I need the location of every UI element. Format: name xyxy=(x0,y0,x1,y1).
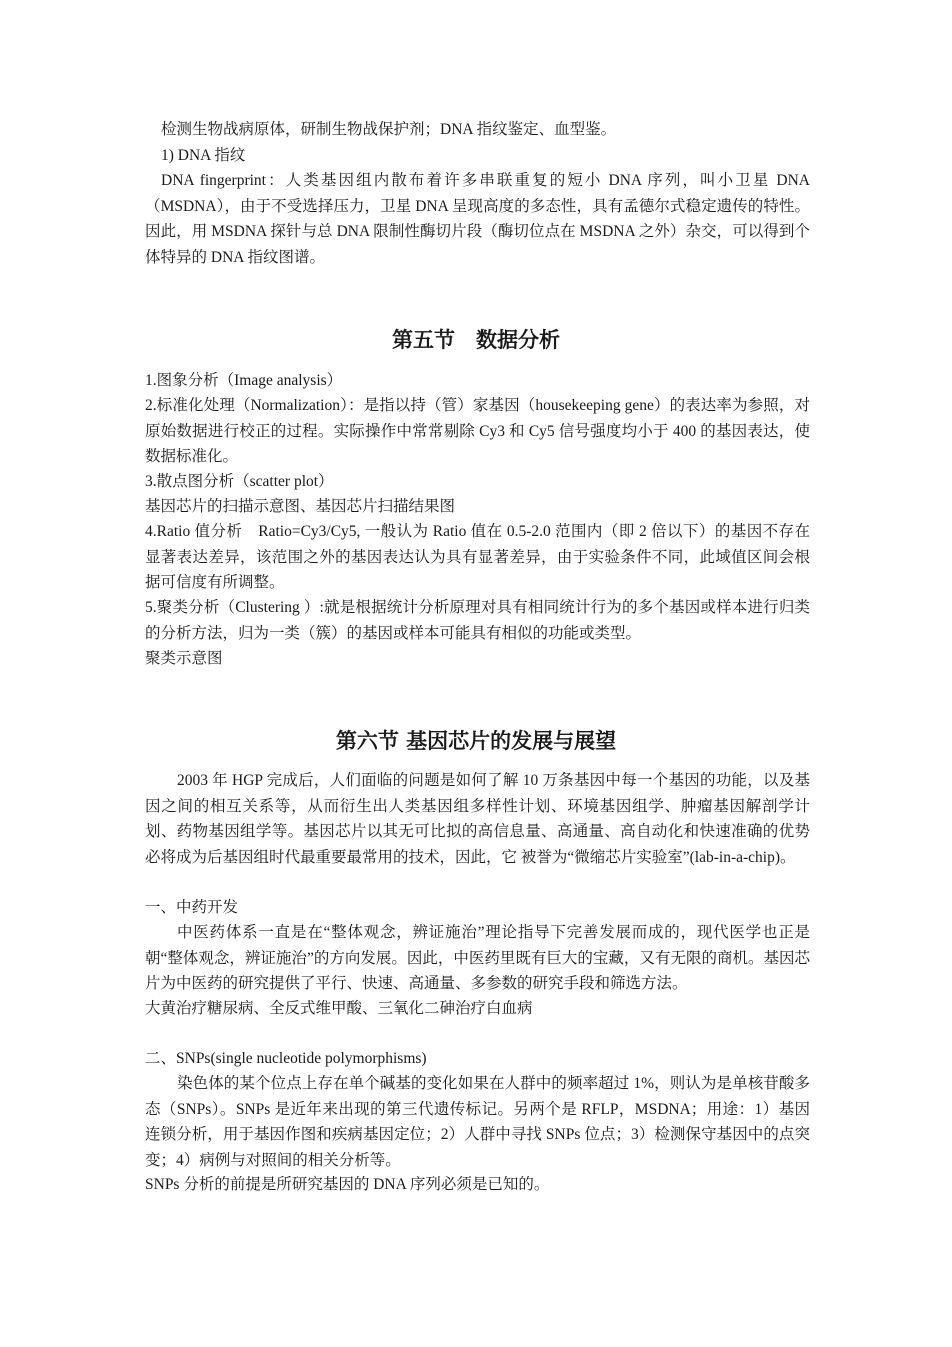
section5-item-ratio: 4.Ratio 值分析 Ratio=Cy3/Cy5, 一般认为 Ratio 值在 0.5-2.0 范围内（即 2 倍以下）的基因不存在显著表达差异，该范围之外的基因表达认为具有显著差异，由于实验条件不同，此域值区间会根据可信度有所调整。 xyxy=(145,523,810,591)
section5-item-image-analysis: 1.图象分析（Image analysis） xyxy=(145,372,343,389)
section5-scan-figure-note: 基因芯片的扫描示意图、基因芯片扫描结果图 xyxy=(145,498,456,515)
section5-clustering-figure-note: 聚类示意图 xyxy=(145,650,223,667)
tcm-examples-note: 大黄治疗糖尿病、全反式维甲酸、三氧化二砷治疗白血病 xyxy=(145,1000,533,1017)
section5-item-scatter-plot: 3.散点图分析（scatter plot） xyxy=(145,473,334,490)
snps-paragraph: 染色体的某个位点上存在单个碱基的变化如果在人群中的频率超过 1%，则认为是单核苷酸多态（SNPs）。SNPs 是近年来出现的第三代遗传标记。另两个是 RFLP，MSDNA；用途：1）基因连锁分析，用于基因作图和疾病基因定位；2）人群中寻找 SNPs 位点；3）检测保守基因中的点突变；4）病例与对照间的相关分析等。 xyxy=(145,1075,810,1169)
tcm-heading: 一、中药开发 xyxy=(145,899,239,916)
dna-fingerprint-paragraph: DNA fingerprint：人类基因组内散布着许多串联重复的短小 DNA 序列，叫小卫星 DNA（MSDNA），由于不受选择压力，卫星 DNA 呈现高度的多态性，具有孟德尔式稳定遗传的特性。因此，用 MSDNA 探针与总 DNA 限制性酶切片段（酶切位点在 MSDNA 之外）杂交，可以得到个体特异的 DNA 指纹图谱。 xyxy=(145,172,810,266)
section5-title: 第五节 数据分析 xyxy=(392,328,560,352)
section6-paragraph: 2003 年 HGP 完成后，人们面临的问题是如何了解 10 万条基因中每一个基因的功能，以及基因之间的相互关系等，从而衍生出人类基因组多样性计划、环境基因组学、肿瘤基因解剖学计划、药物基因组学等。基因芯片以其无可比拟的高信息量、高通量、高自动化和快速准确的优势必将成为后基因组时代最重要最常用的技术，因此，它 被誉为“微缩芯片实验室”(lab-in-a-chip)。 xyxy=(145,772,810,866)
section5-item-clustering: 5.聚类分析（Clustering ）:就是根据统计分析原理对具有相同统计行为的多个基因或样本进行归类的分析方法，归为一类（簇）的基因或样本可能具有相似的功能或类型。 xyxy=(145,599,810,642)
snps-heading: 二、SNPs(single nucleotide polymorphisms) xyxy=(145,1050,427,1067)
dna-fingerprint-heading: 1) DNA 指纹 xyxy=(161,147,246,164)
section6-title: 第六节 基因芯片的发展与展望 xyxy=(335,729,617,753)
section5-item-normalization: 2.标准化处理（Normalization）：是指以持（管）家基因（housekeeping gene）的表达率为参照，对原始数据进行校正的过程。实际操作中常常剔除 Cy3 和 Cy5 信号强度均小于 400 的基因表达，使数据标准化。 xyxy=(145,397,810,465)
snps-prerequisite-note: SNPs 分析的前提是所研究基因的 DNA 序列必须是已知的。 xyxy=(145,1176,550,1193)
intro-line: 检测生物战病原体，研制生物战保护剂；DNA 指纹鉴定、血型鉴。 xyxy=(161,121,617,138)
tcm-paragraph: 中医药体系一直是在“整体观念，辨证施治”理论指导下完善发展而成的，现代医学也正是朝“整体观念，辨证施治”的方向发展。因此，中医药里既有巨大的宝藏，又有无限的商机。基因芯片为中医药的研究提供了平行、快速、高通量、多参数的研究手段和筛选方法。 xyxy=(145,924,810,992)
